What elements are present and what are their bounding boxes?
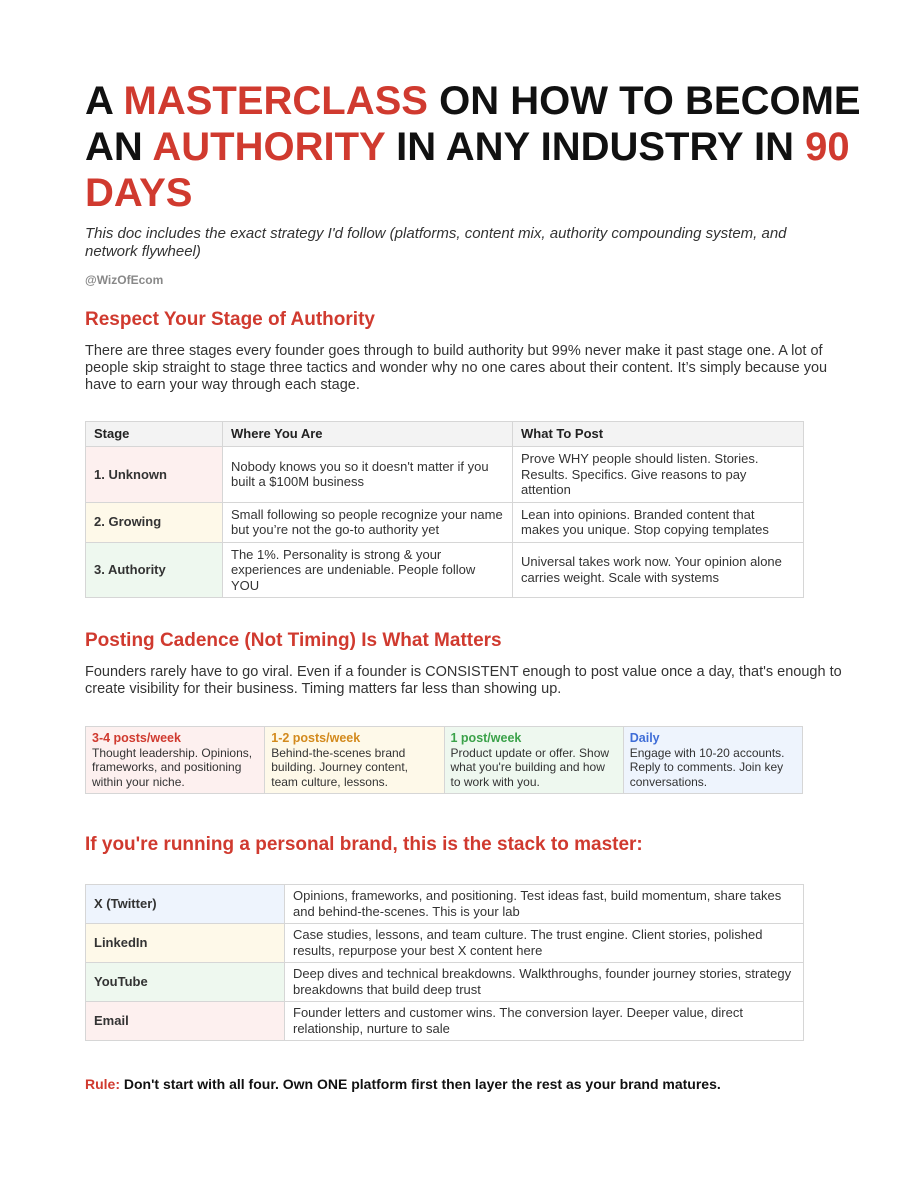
table-row bbox=[86, 502, 804, 542]
table-header-row bbox=[86, 422, 804, 447]
title-part-3: IN ANY INDUSTRY IN bbox=[385, 125, 806, 169]
author-handle: @WizOfEcom bbox=[85, 273, 164, 287]
cadence-text: Product update or offer. Show what you're building and how to work with you. bbox=[450, 745, 610, 789]
platform-desc-cell: Case studies, lessons, and team culture. The trust engine. Client stories, polished results, repurpose your best X content here bbox=[285, 924, 804, 963]
rule-label: Rule: bbox=[85, 1076, 120, 1092]
where-cell: Nobody knows you so it doesn't matter if you built a $100M business bbox=[223, 447, 513, 503]
stage-table bbox=[85, 421, 804, 598]
title-highlight-authority: AUTHORITY bbox=[152, 125, 386, 169]
section-heading-stage: Respect Your Stage of Authority bbox=[85, 309, 375, 330]
section-heading-stack: If you're running a personal brand, this is the stack to master: bbox=[85, 834, 643, 855]
section-heading-cadence: Posting Cadence (Not Timing) Is What Matters bbox=[85, 630, 502, 651]
table-row bbox=[86, 447, 804, 503]
stage-cell: 3. Authority bbox=[86, 542, 223, 598]
section-body-cadence: Founders rarely have to go viral. Even if a founder is CONSISTENT enough to post value once a day, that's enough to create visibility for their business. Timing matters far less than showing up. bbox=[85, 664, 842, 697]
column-header: What To Post bbox=[513, 422, 804, 447]
title-part-2: ON HOW TO BECOME AN bbox=[85, 79, 861, 169]
platform-name-cell: LinkedIn bbox=[86, 924, 285, 963]
cadence-cell bbox=[86, 727, 265, 794]
cadence-cell bbox=[265, 727, 444, 794]
rule-text: Don't start with all four. Own ONE platform first then layer the rest as your brand matures. bbox=[120, 1076, 721, 1092]
cadence-text: Engage with 10-20 accounts. Reply to comments. Join key conversations. bbox=[629, 745, 785, 789]
stage-cell: 2. Growing bbox=[86, 502, 223, 542]
what-cell: Prove WHY people should listen. Stories. Results. Specifics. Give reasons to pay attention bbox=[513, 447, 804, 503]
where-cell: The 1%. Personality is strong & your experiences are undeniable. People follow YOU bbox=[223, 542, 513, 598]
cadence-label: 1 post/week bbox=[450, 731, 522, 745]
platform-name-cell: Email bbox=[86, 1002, 285, 1041]
platform-name-cell: X (Twitter) bbox=[86, 885, 285, 924]
cadence-cell bbox=[444, 727, 623, 794]
platform-name-cell: YouTube bbox=[86, 963, 285, 1002]
platform-desc-cell: Deep dives and technical breakdowns. Walkthroughs, founder journey stories, strategy breakdowns that build deep trust bbox=[285, 963, 804, 1002]
table-row bbox=[86, 885, 804, 924]
rule-note bbox=[85, 1076, 721, 1092]
cadence-cell bbox=[623, 727, 802, 794]
column-header: Where You Are bbox=[223, 422, 513, 447]
what-cell: Universal takes work now. Your opinion alone carries weight. Scale with systems bbox=[513, 542, 804, 598]
cadence-text: Behind-the-scenes brand building. Journey content, team culture, lessons. bbox=[271, 745, 409, 789]
title-part-1: A bbox=[85, 79, 124, 123]
cadence-table bbox=[85, 726, 803, 794]
cadence-label: 3-4 posts/week bbox=[92, 731, 181, 745]
table-row bbox=[86, 727, 803, 794]
title-highlight-90-days: 90 DAYS bbox=[85, 125, 850, 215]
platform-desc-cell: Founder letters and customer wins. The conversion layer. Deeper value, direct relationship, nurture to sale bbox=[285, 1002, 804, 1041]
table-row bbox=[86, 963, 804, 1002]
page-title bbox=[85, 78, 885, 216]
table-row bbox=[86, 1002, 804, 1041]
table-row bbox=[86, 924, 804, 963]
cadence-label: Daily bbox=[629, 731, 660, 745]
cadence-label: 1-2 posts/week bbox=[271, 731, 361, 745]
stage-cell: 1. Unknown bbox=[86, 447, 223, 503]
platform-desc-cell: Opinions, frameworks, and positioning. Test ideas fast, build momentum, share takes and behind-the-scenes. This is your lab bbox=[285, 885, 804, 924]
where-cell: Small following so people recognize your name but you’re not the go-to authority yet bbox=[223, 502, 513, 542]
section-body-stage: There are three stages every founder goes through to build authority but 99% never make it past stage one. A lot of people skip straight to stage three tactics and wonder why no one cares about their content. It’s simply because you have to earn your way through each stage. bbox=[85, 343, 828, 393]
title-highlight-masterclass: MASTERCLASS bbox=[123, 79, 428, 123]
subtitle: This doc includes the exact strategy I'd follow (platforms, content mix, authority compounding system, and network flywheel) bbox=[85, 225, 787, 260]
platform-table bbox=[85, 884, 804, 1041]
cadence-text: Thought leadership. Opinions, frameworks, and positioning within your niche. bbox=[92, 745, 253, 789]
column-header: Stage bbox=[86, 422, 223, 447]
table-row bbox=[86, 542, 804, 598]
what-cell: Lean into opinions. Branded content that makes you unique. Stop copying templates bbox=[513, 502, 804, 542]
